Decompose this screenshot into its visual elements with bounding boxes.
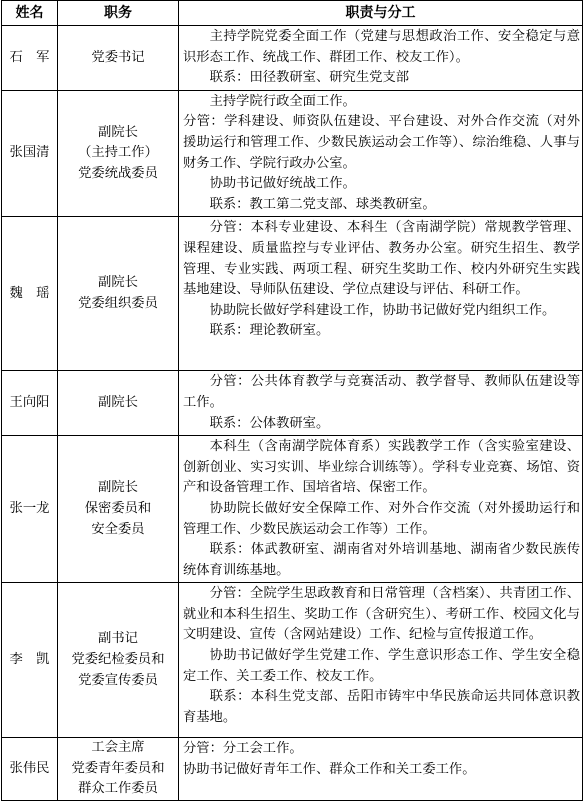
position-line: 副院长 bbox=[98, 275, 138, 291]
duty-paragraph: 分管：分工会工作。 bbox=[183, 741, 303, 757]
table-row bbox=[2, 583, 583, 738]
person-duties bbox=[179, 26, 583, 91]
position-line: 党委青年委员和 bbox=[71, 760, 165, 776]
table-row bbox=[2, 371, 583, 436]
duty-paragraph: 联系：田径教研室、研究生党支部 bbox=[209, 70, 410, 86]
person-position bbox=[58, 436, 179, 583]
position-line: 党委宣传委员 bbox=[78, 672, 158, 688]
person-position bbox=[58, 371, 179, 436]
position-line: 党委纪检委员和 bbox=[71, 651, 165, 667]
duty-paragraph: 协助书记做好统战工作。 bbox=[209, 176, 356, 192]
duty-paragraph: 分管：全院学生思政教育和日常管理（含档案）、共青团工作、就业和本科生招生、奖助工作（含研究生）、考研工作、校园文化与文明建设、宣传（含网站建设）工作、纪检与宣传报道工作。 bbox=[183, 586, 580, 643]
position-line: 保密委员和 bbox=[84, 500, 152, 516]
person-name: 魏 瑶 bbox=[2, 217, 58, 371]
duty-paragraph: 协助院长做好学科建设工作，协助书记做好党内组织工作。 bbox=[209, 302, 556, 318]
person-name: 张伟民 bbox=[2, 738, 58, 801]
position-line: 副院长 bbox=[98, 480, 138, 496]
header-duties: 职责与分工 bbox=[179, 1, 583, 26]
person-name: 张一龙 bbox=[2, 436, 58, 583]
position-line: 党委组织委员 bbox=[78, 295, 158, 311]
table-row bbox=[2, 217, 583, 371]
position-line: 群众工作委员 bbox=[78, 781, 158, 797]
duty-paragraph: 协助书记做好青年工作、群众工作和关工委工作。 bbox=[183, 761, 476, 777]
duty-paragraph: 分管：学科建设、师资队伍建设、平台建设、对外合作交流（对外援助运行和管理工作、少数民族运动会工作等）、综治维稳、人事与财务工作、学院行政办公室。 bbox=[183, 114, 580, 171]
duty-paragraph: 联系：体武教研室、湖南省对外培训基地、湖南省少数民族传统体育训练基地。 bbox=[183, 542, 580, 578]
table-row bbox=[2, 26, 583, 91]
position-line: 党委统战委员 bbox=[78, 165, 158, 181]
table-header-row bbox=[2, 1, 583, 26]
person-duties bbox=[179, 90, 583, 217]
duty-table bbox=[1, 0, 583, 801]
header-name: 姓名 bbox=[2, 1, 58, 26]
person-position bbox=[58, 26, 179, 91]
table-row bbox=[2, 436, 583, 583]
person-position bbox=[58, 583, 179, 738]
position-line: 副院长 bbox=[98, 394, 138, 410]
person-duties bbox=[179, 583, 583, 738]
position-line: （主持工作） bbox=[78, 145, 158, 161]
header-position: 职务 bbox=[58, 1, 179, 26]
person-duties bbox=[179, 371, 583, 436]
person-duties bbox=[179, 436, 583, 583]
duty-paragraph: 联系：本科生党支部、岳阳市铸牢中华民族命运共同体意识教育基地。 bbox=[183, 689, 580, 725]
person-name: 王向阳 bbox=[2, 371, 58, 436]
person-position bbox=[58, 90, 179, 217]
duty-paragraph: 联系：公体教研室。 bbox=[209, 415, 330, 431]
position-line: 党委书记 bbox=[91, 49, 145, 65]
person-position bbox=[58, 738, 179, 801]
duty-paragraph: 协助书记做好学生党建工作、学生意识形态工作、学生安全稳定工作、关工委工作、校友工作。 bbox=[183, 648, 580, 684]
person-position bbox=[58, 217, 179, 371]
duty-paragraph: 分管：公共体育教学与竞赛活动、教学督导、教师队伍建设等工作。 bbox=[183, 374, 580, 410]
position-line: 副书记 bbox=[98, 631, 138, 647]
person-duties bbox=[179, 738, 583, 801]
duty-paragraph: 主持学院行政全面工作。 bbox=[209, 93, 356, 109]
duty-paragraph: 主持学院党委全面工作（党建与思想政治工作、安全稳定与意识形态工作、统战工作、群团工作、校友工作）。 bbox=[183, 29, 580, 65]
person-name: 李 凯 bbox=[2, 583, 58, 738]
duty-paragraph: 联系：教工第二党支部、球类教研室。 bbox=[209, 196, 436, 212]
position-line: 副院长 bbox=[98, 124, 138, 140]
duty-paragraph: 本科生（含南湖学院体育系）实践教学工作（含实验室建设、创新创业、实习实训、毕业综合训练等）。学科专业竞赛、场馆、资产和设备管理工作、国培省培、保密工作。 bbox=[183, 439, 580, 496]
table-row bbox=[2, 90, 583, 217]
position-line: 安全委员 bbox=[91, 521, 145, 537]
person-name: 石 军 bbox=[2, 26, 58, 91]
table-row bbox=[2, 738, 583, 801]
duty-paragraph: 协助院长做好安全保障工作、对外合作交流（对外援助运行和管理工作、少数民族运动会工作等）工作。 bbox=[183, 500, 580, 537]
person-name: 张国清 bbox=[2, 90, 58, 217]
duty-paragraph: 分管：本科专业建设、本科生（含南湖学院）常规教学管理、课程建设、质量监控与专业评估、教务办公室。研究生招生、教学管理、专业实践、两项工程、研究生奖助工作、校内外研究生实践基地建设、导师队伍建设、学位点建设与评估、科研工作。 bbox=[183, 220, 580, 298]
position-line: 工会主席 bbox=[91, 740, 145, 756]
person-duties bbox=[179, 217, 583, 371]
duty-paragraph: 联系：理论教研室。 bbox=[209, 323, 330, 339]
